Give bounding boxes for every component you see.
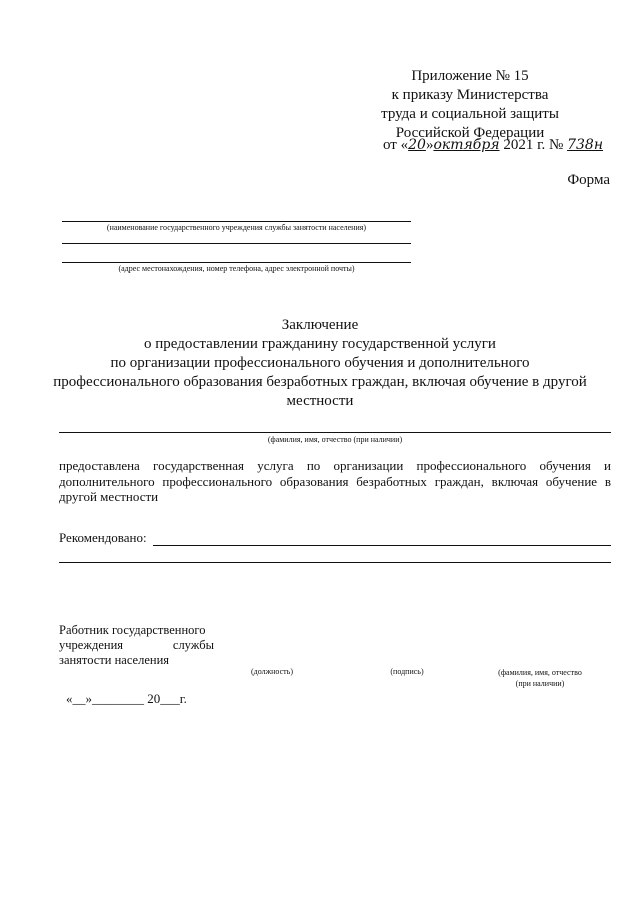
person-name-caption: (фамилия, имя, отчество (при наличии) xyxy=(267,435,403,444)
appendix-header xyxy=(370,67,570,143)
date-line: «__»________ 20___г. xyxy=(66,691,187,706)
order-sep: » xyxy=(425,137,434,153)
title-line: о предоставлении гражданину государственной услуги xyxy=(144,336,496,352)
appendix-line: Приложение № 15 xyxy=(411,68,529,84)
recommended-line-2 xyxy=(59,562,611,563)
order-year: 2021 г. № xyxy=(499,137,568,153)
fio-caption-line: (фамилия, имя, отчество xyxy=(498,668,582,677)
appendix-line: Российской Федерации xyxy=(395,125,545,141)
recommended-label: Рекомендовано: xyxy=(59,530,147,545)
institution-name-line-2 xyxy=(62,243,411,244)
worker-line: занятости населения xyxy=(59,653,170,667)
fio-caption xyxy=(470,667,610,689)
order-prefix: от « xyxy=(383,137,409,153)
title-line: местности xyxy=(286,393,354,409)
order-number: 738н xyxy=(567,137,604,153)
institution-name-caption: (наименование государственного учреждения службы занятости населения) xyxy=(106,223,367,232)
order-day: 20 xyxy=(408,137,426,153)
person-name-line xyxy=(59,432,611,433)
signature-caption: (подпись) xyxy=(390,667,424,676)
title-line: по организации профессионального обучения и дополнительного xyxy=(110,355,530,371)
body-text: предоставлена государственная услуга по организации профессионального обучения и дополнительного профессионального образования безработных граждан, включая обучение в другой местности xyxy=(59,458,611,504)
title-line: профессионального образования безработных граждан, включая обучение в другой xyxy=(53,374,587,390)
appendix-line: труда и социальной защиты xyxy=(381,106,559,122)
form-label: Форма xyxy=(567,172,610,188)
worker-line: учреждения службы xyxy=(59,638,214,652)
position-caption: (должность) xyxy=(251,667,293,676)
document-title xyxy=(40,316,600,411)
address-caption: (адрес местонахождения, номер телефона, адрес электронной почты) xyxy=(118,264,355,273)
institution-name-line xyxy=(62,221,411,222)
title-line: Заключение xyxy=(281,317,359,333)
recommended-line xyxy=(153,545,611,546)
address-line xyxy=(62,262,411,263)
order-date-number xyxy=(383,137,603,154)
worker-line: Работник государственного xyxy=(59,623,206,637)
order-month: октября xyxy=(433,137,500,153)
appendix-line: к приказу Министерства xyxy=(391,87,549,103)
fio-caption-line: (при наличии) xyxy=(515,679,565,688)
worker-block xyxy=(59,623,214,668)
